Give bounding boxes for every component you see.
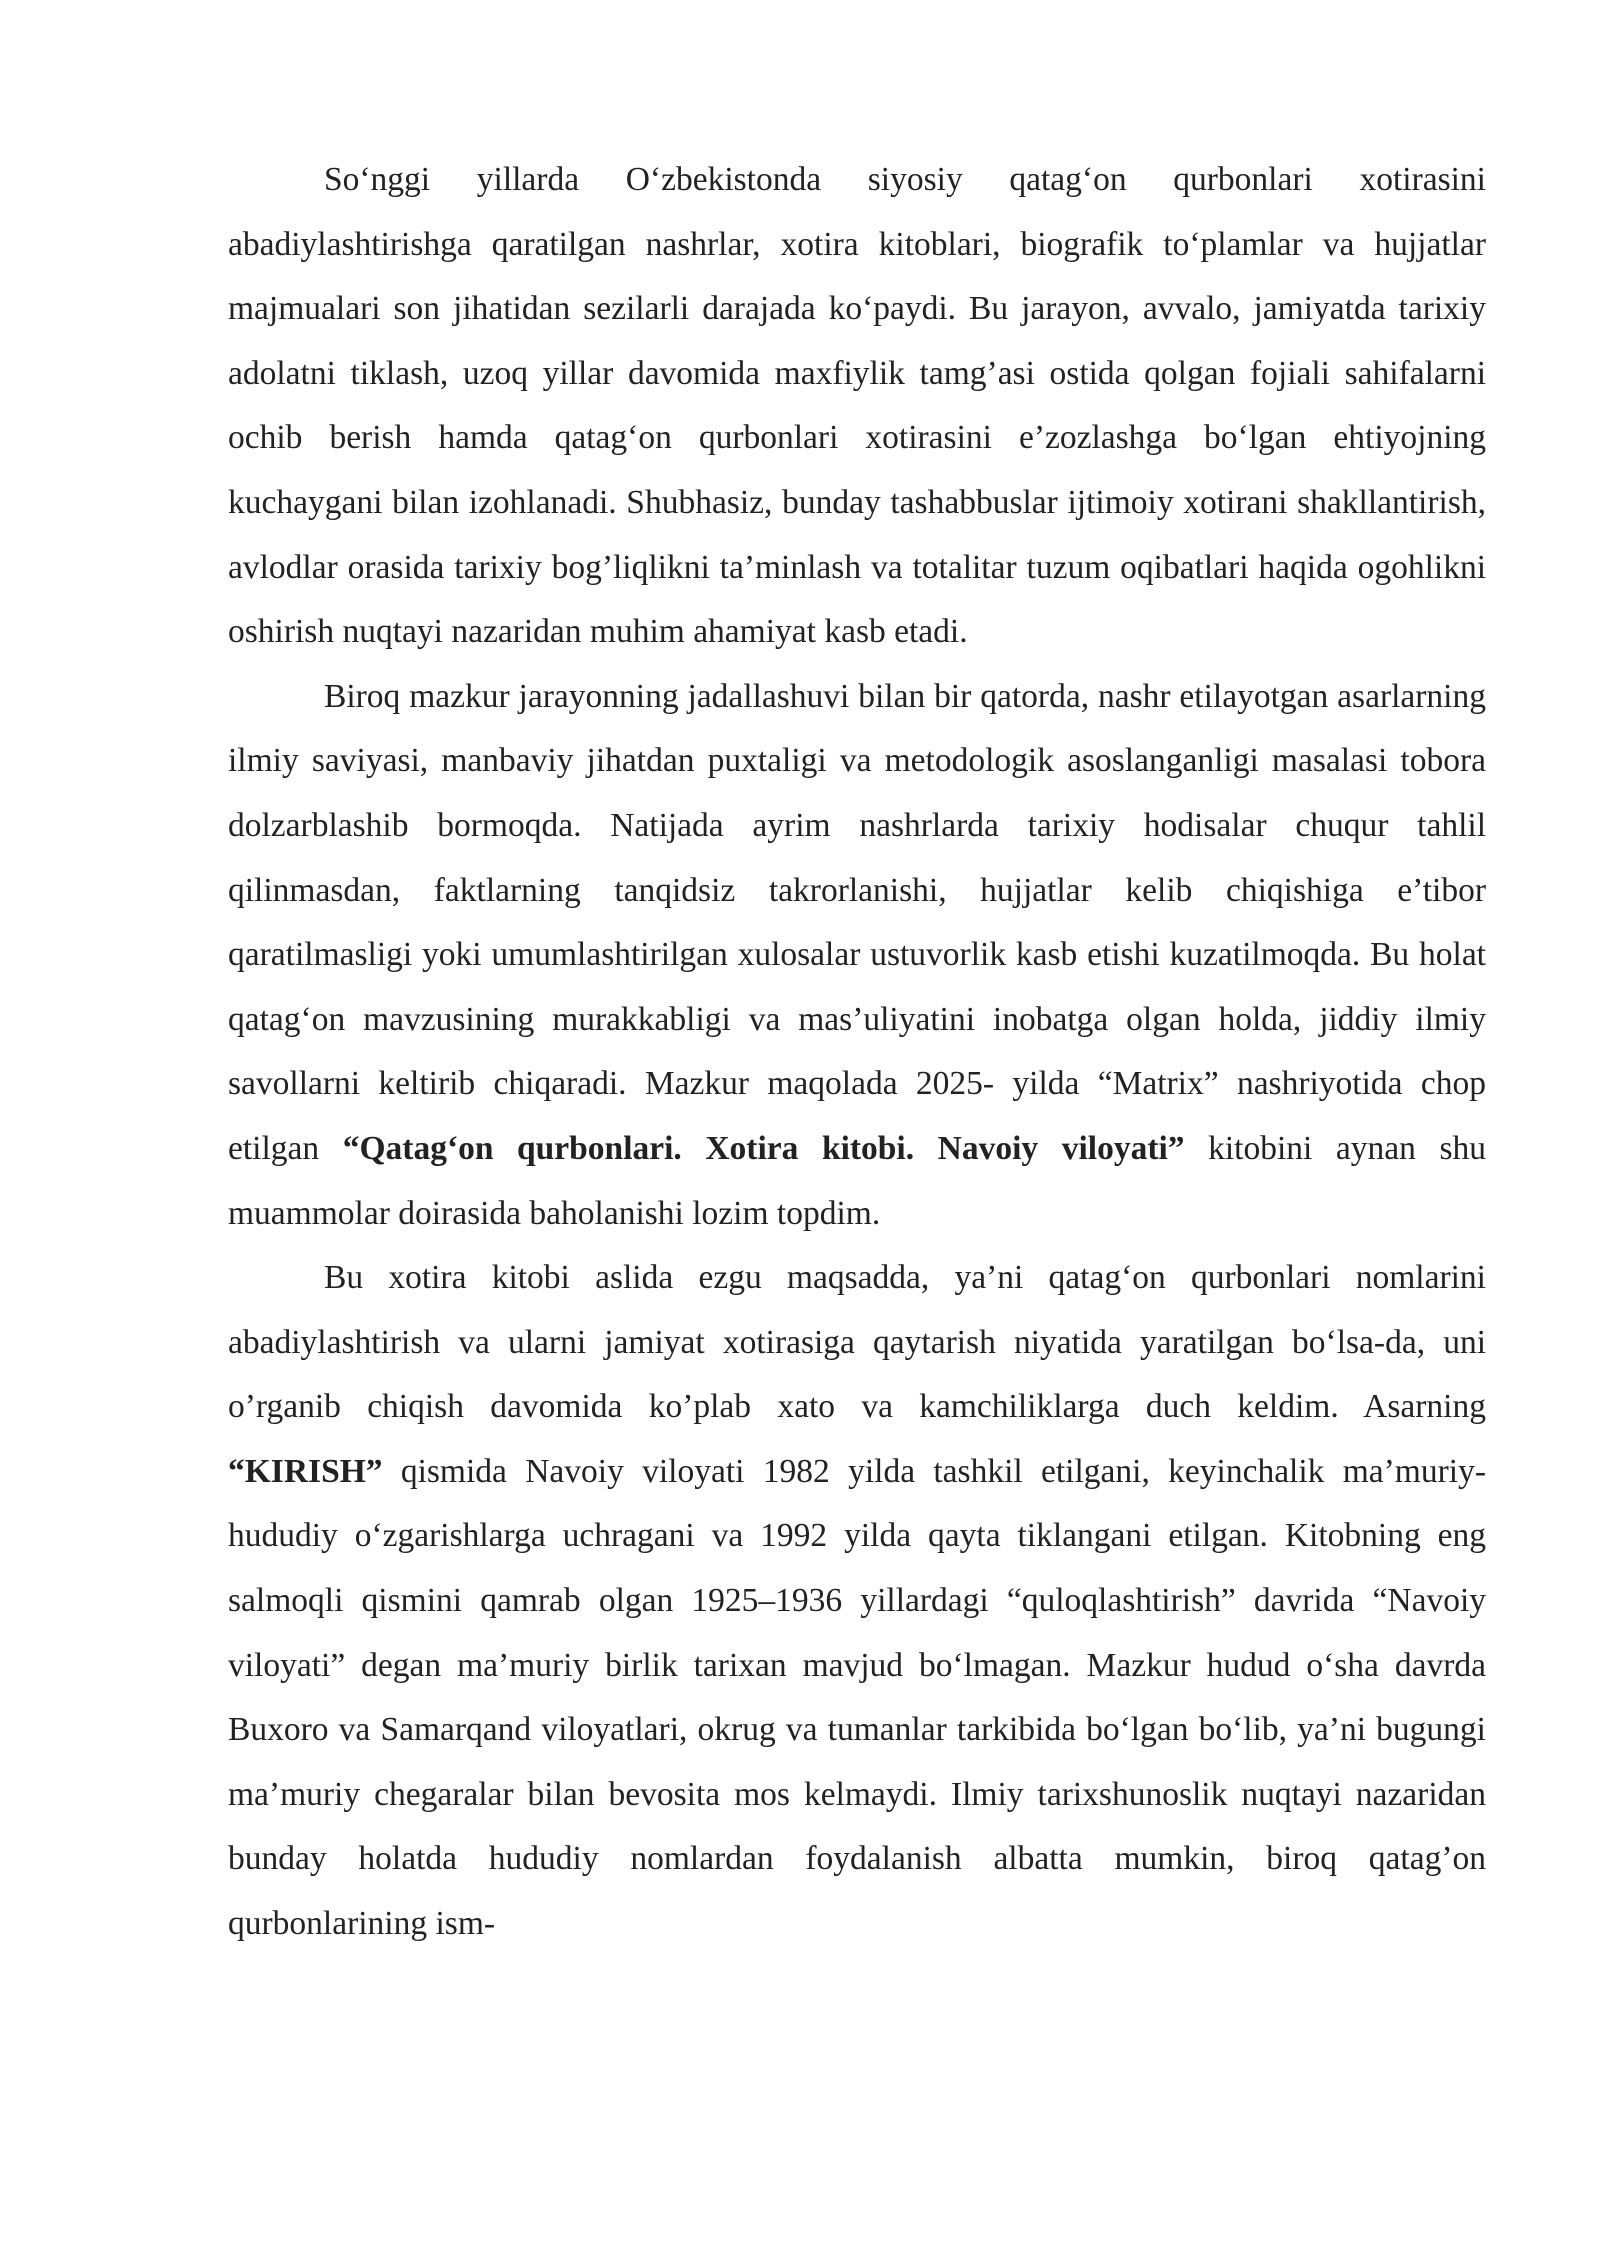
paragraph-3-text-b: qismida Navoiy viloyati 1982 yilda tashkil etilgani, keyinchalik ma’muriy-hududiy o‘zgarishlarga uchragani va 1992 yilda qayta tiklangani etilgan. Kitobning eng salmoqli qismini qamrab olgan 1925–1936 yillardagi “quloqlashtirish” davrida “Navoiy viloyati” degan ma’muriy birlik tarixan mavjud bo‘lmagan. Mazkur hudud o‘sha davrda Buxoro va Samarqand viloyatlari, okrug va tumanlar tarkibida bo‘lgan bo‘lib, ya’ni bugungi ma’muriy chegaralar bilan bevosita mos kelmaydi. Ilmiy tarixshunoslik nuqtayi nazaridan bunday holatda hududiy nomlardan foydalanish albatta mumkin, biroq qatag’on qurbonlarining ism- bbox=[228, 1452, 1486, 1943]
section-name-kirish: “KIRISH” bbox=[228, 1452, 383, 1490]
paragraph-2-text-a: Biroq mazkur jarayonning jadallashuvi bilan bir qatorda, nashr etilayotgan asarlarning ilmiy saviyasi, manbaviy jihatdan puxtaligi va metodologik asoslanganligi masalasi tobora dolzarblashib bormoqda. Natijada ayrim nashrlarda tarixiy hodisalar chuqur tahlil qilinmasdan, faktlarning tanqidsiz takrorlanishi, hujjatlar kelib chiqishiga e’tibor qaratilmasligi yoki umumlashtirilgan xulosalar ustuvorlik kasb etishi kuzatilmoqda. Bu holat qatag‘on mavzusining murakkabligi va mas’uliyatini inobatga olgan holda, jiddiy ilmiy savollarni keltirib chiqaradi. Mazkur maqolada 2025- yilda “Matrix” nashriyotida chop etilgan bbox=[228, 677, 1486, 1167]
paragraph-3 bbox=[228, 1246, 1486, 1957]
paragraph-1 bbox=[228, 148, 1486, 665]
paragraph-2-text-b: kitobini aynan shu muammolar doirasida baholanishi lozim topdim. bbox=[228, 1129, 1486, 1232]
document-body bbox=[228, 148, 1486, 1957]
paragraph-2 bbox=[228, 665, 1486, 1246]
paragraph-3-text-a: Bu xotira kitobi aslida ezgu maqsadda, ya’ni qatag‘on qurbonlari nomlarini abadiylashtirish va ularni jamiyat xotirasiga qaytarish niyatida yaratilgan bo‘lsa-da, uni o’rganib chiqish davomida ko’plab xato va kamchiliklarga duch keldim. Asarning bbox=[228, 1259, 1486, 1426]
book-title: “Qatag‘on qurbonlari. Xotira kitobi. Navoiy viloyati” bbox=[342, 1129, 1185, 1167]
paragraph-1-text: So‘nggi yillarda O‘zbekistonda siyosiy qatag‘on qurbonlari xotirasini abadiylashtirishga qaratilgan nashrlar, xotira kitoblari, biografik to‘plamlar va hujjatlar majmualari son jihatidan sezilarli darajada ko‘paydi. Bu jarayon, avvalo, jamiyatda tarixiy adolatni tiklash, uzoq yillar davomida maxfiylik tamg’asi ostida qolgan fojiali sahifalarni ochib berish hamda qatag‘on qurbonlari xotirasini e’zozlashga bo‘lgan ehtiyojning kuchaygani bilan izohlanadi. Shubhasiz, bunday tashabbuslar ijtimoiy xotirani shakllantirish, avlodlar orasida tarixiy bog’liqlikni ta’minlash va totalitar tuzum oqibatlari haqida ogohlikni oshirish nuqtayi nazaridan muhim ahamiyat kasb etadi. bbox=[228, 161, 1486, 651]
